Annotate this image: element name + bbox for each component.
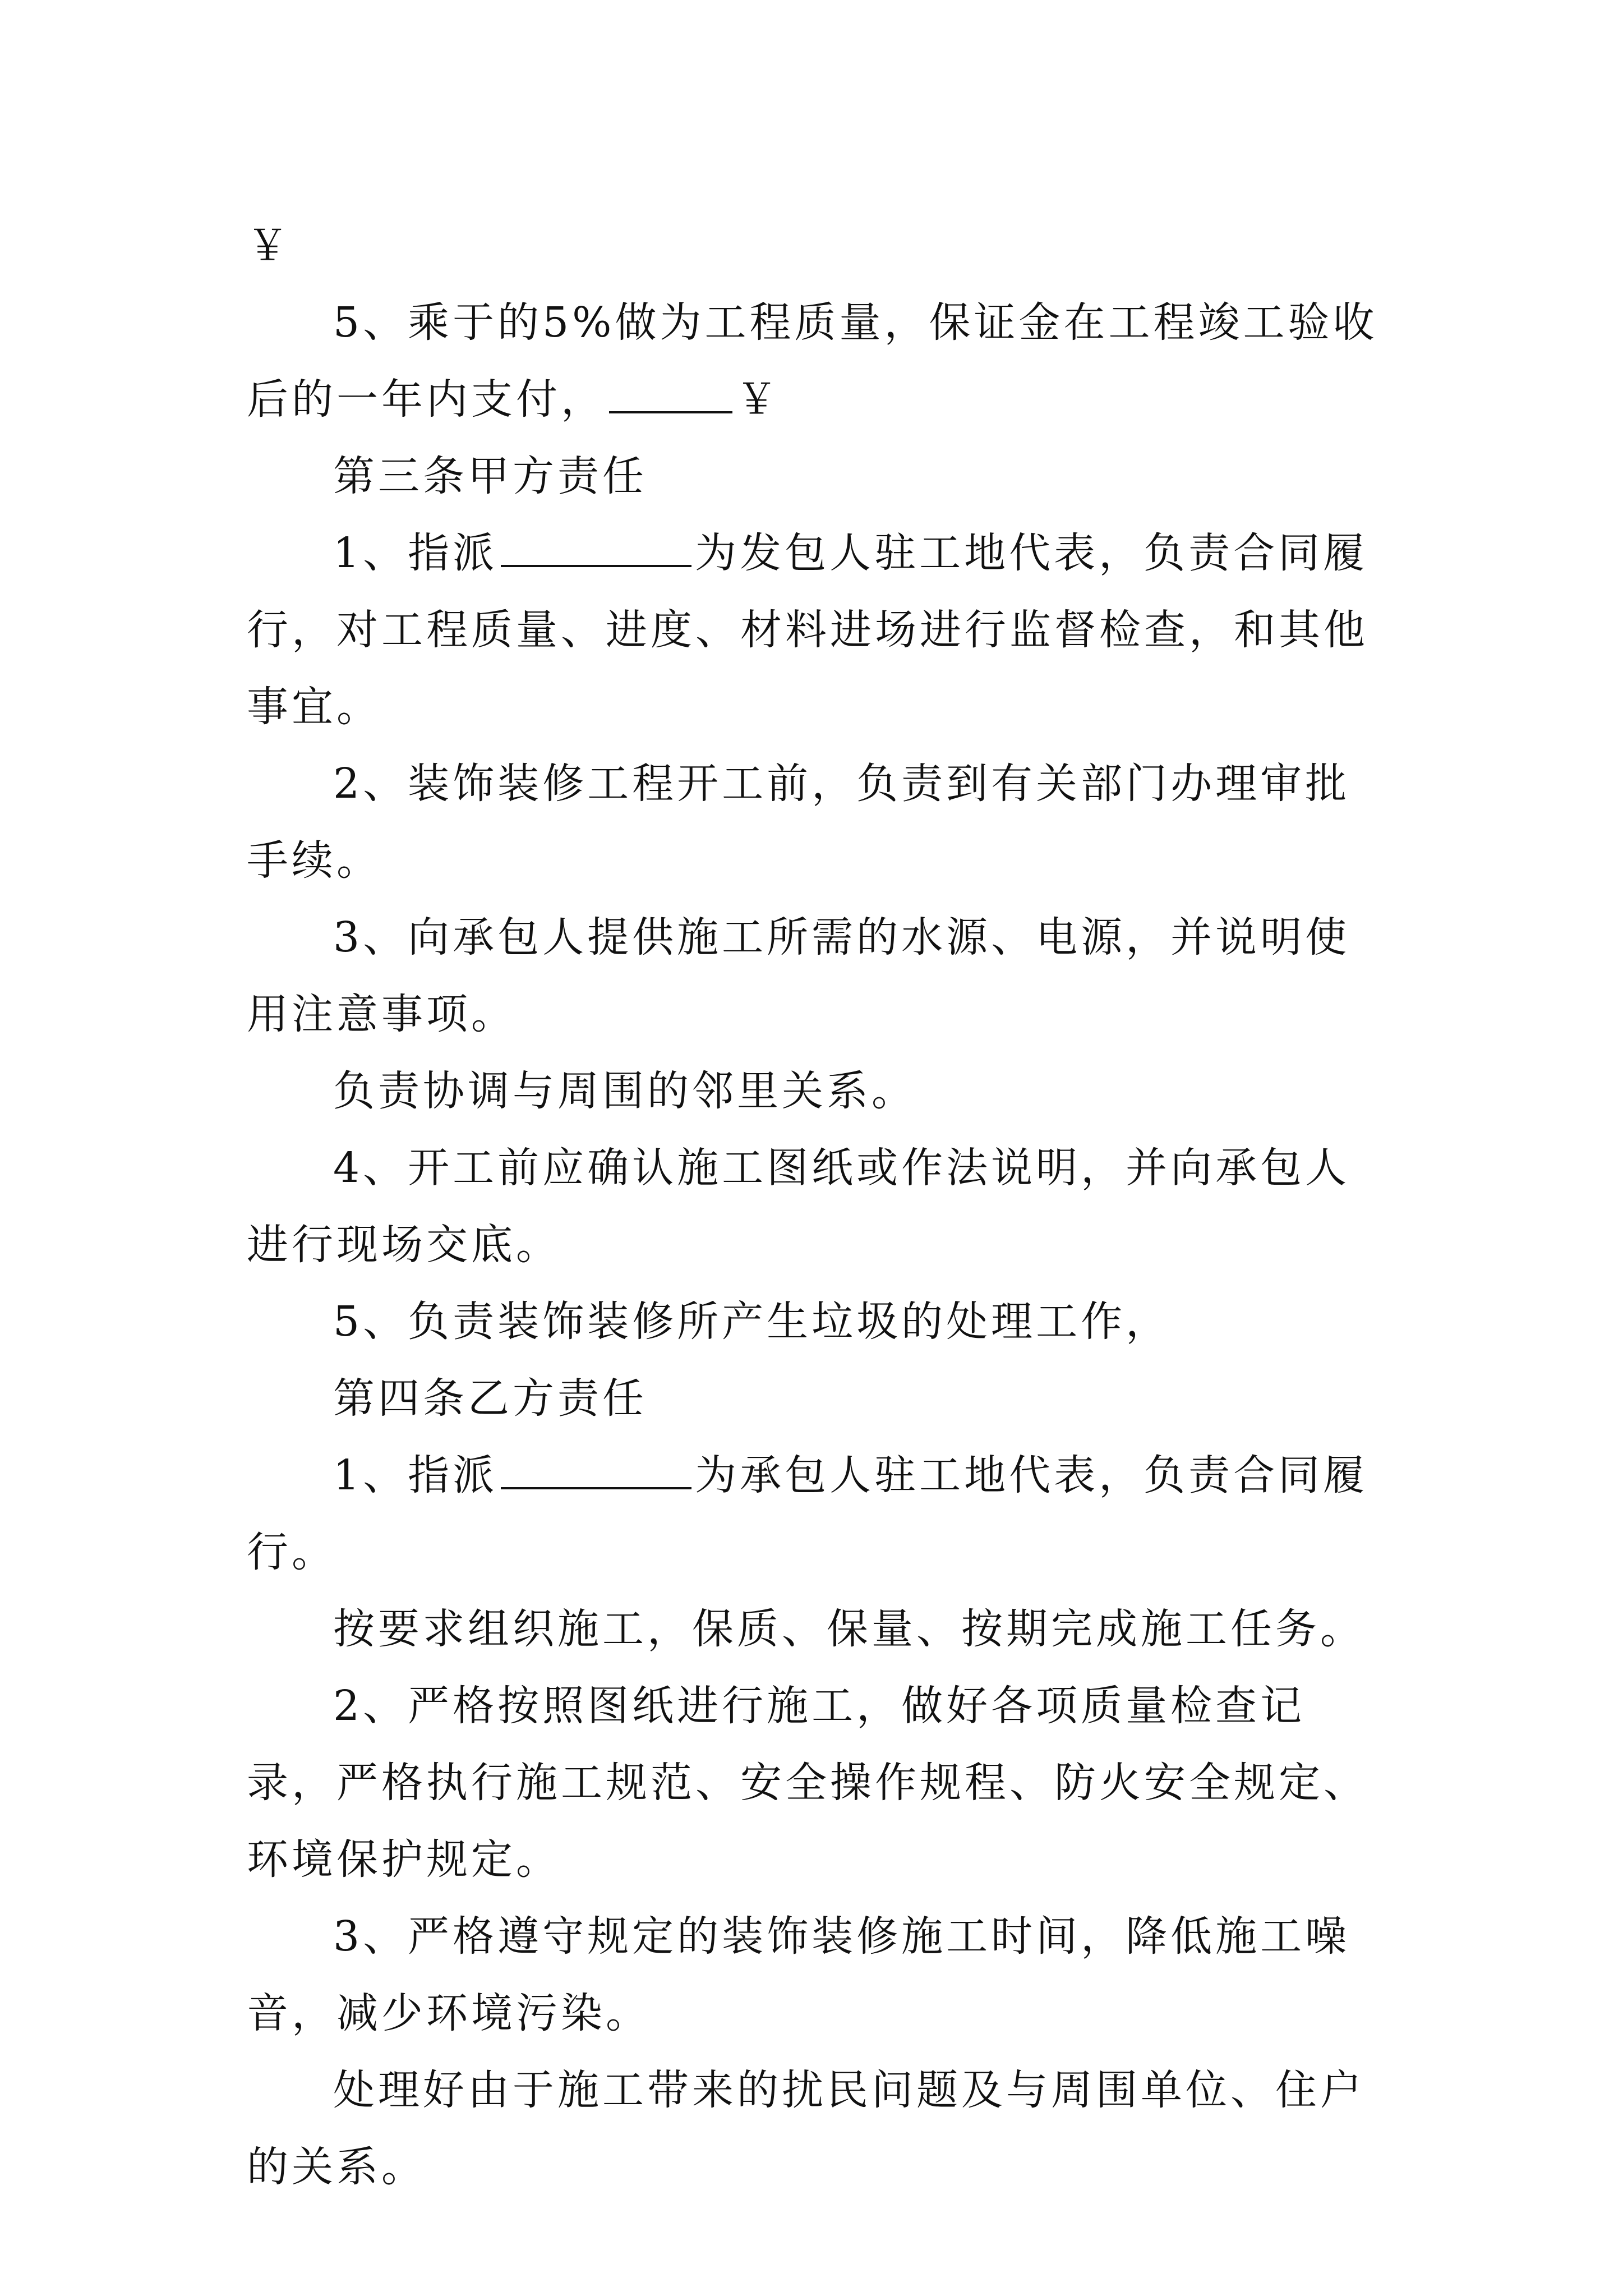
section-4-item-1 <box>247 1437 1385 1591</box>
section-3-item-4: 4、开工前应确认施工图纸或作法说明，并向承包人进行现场交底。 <box>247 1144 1350 1269</box>
representative-blank <box>501 1453 691 1489</box>
currency-symbol: ￥ <box>247 222 292 270</box>
carryover-currency <box>247 208 1385 284</box>
representative-blank <box>501 531 691 567</box>
section-3-item-1-text: 为发包人驻工地代表，负责合同履行，对工程质量、进度、材料进场进行监督检查，和其他事宜。 <box>247 529 1368 731</box>
section-3-item-3: 3、向承包人提供施工所需的水源、电源，并说明使用注意事项。 <box>247 913 1350 1038</box>
section-3-heading: 第三条甲方责任 <box>333 452 647 500</box>
section-3-item-2: 2、装饰装修工程开工前，负责到有关部门办理审批手续。 <box>247 760 1350 885</box>
section-4-item-2: 2、严格按照图纸进行施工，做好各项质量检查记录，严格执行施工规范、安全操作规程、防火安全规定、环境保护规定。 <box>247 1682 1368 1884</box>
section-4-item-3: 3、严格遵守规定的装饰装修施工时间，降低施工噪音，减少环境污染。 <box>247 1912 1350 2037</box>
section-4-item-1-prefix: 1、指派 <box>333 1451 498 1499</box>
section-3-item-1-prefix: 1、指派 <box>333 529 498 577</box>
document-body <box>247 208 1385 2206</box>
section-3-item-5: 5、负责装饰装修所产生垃圾的处理工作， <box>333 1297 1171 1346</box>
section-3-item-1 <box>247 515 1385 746</box>
section-3-item-3-extra: 负责协调与周围的邻里关系。 <box>333 1067 916 1115</box>
section-4-item-3-extra: 处理好由于施工带来的扰民问题及与周围单位、住户的关系。 <box>247 2066 1365 2191</box>
payment-item-5-text: 5、乘于的5%做为工程质量，保证金在工程竣工验收后的一年内支付， <box>247 298 1378 424</box>
section-4-item-1-extra: 按要求组织施工，保质、保量、按期完成施工任务。 <box>333 1605 1365 1653</box>
currency-symbol: ￥ <box>736 375 781 424</box>
amount-blank <box>609 378 732 413</box>
payment-item-5 <box>247 284 1385 438</box>
section-4-heading: 第四条乙方责任 <box>333 1374 647 1423</box>
section-4-item-1-text: 为承包人驻工地代表，负责合同履行。 <box>247 1451 1368 1576</box>
